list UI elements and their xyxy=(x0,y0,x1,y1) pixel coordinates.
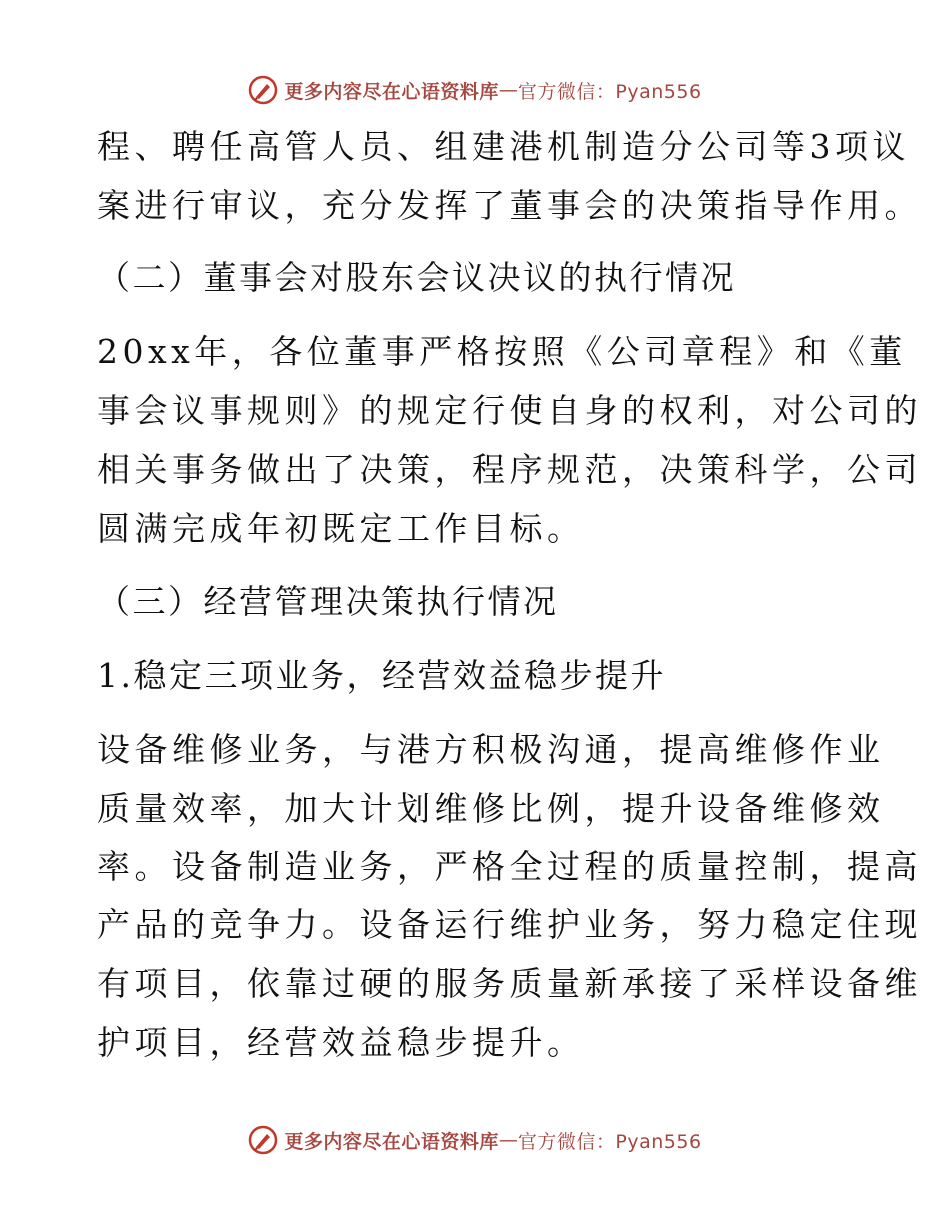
body-text-line: 护项目，经营效益稳步提升。 xyxy=(97,1023,585,1062)
body-text-line: 20xx年，各位董事严格按照《公司章程》和《董 xyxy=(97,332,907,371)
watermark-separator: — xyxy=(498,1129,518,1151)
watermark-link-text[interactable]: 更多内容尽在心语资料库 xyxy=(284,80,499,103)
section-heading-3: （三）经营管理决策执行情况 xyxy=(97,582,559,621)
body-text-line: 质量效率，加大计划维修比例，提升设备维修效 xyxy=(97,789,885,828)
pen-logo-icon xyxy=(248,75,278,105)
footer-watermark xyxy=(0,1122,950,1158)
body-text-line: 相关事务做出了决策，程序规范，决策科学，公司 xyxy=(97,450,922,489)
body-text-line: 案进行审议，充分发挥了董事会的决策指导作用。 xyxy=(97,186,922,225)
body-text-line: 事会议事规则》的规定行使自身的权利，对公司的 xyxy=(97,391,922,430)
watermark-wechat-text: 官方微信：Pyan556 xyxy=(517,80,702,103)
section-heading-2: （二）董事会对股东会议决议的执行情况 xyxy=(97,258,736,297)
subsection-heading-1: 1.稳定三项业务，经营效益稳步提升 xyxy=(97,656,666,695)
body-text-line: 产品的竞争力。设备运行维护业务，努力稳定住现 xyxy=(97,905,922,944)
body-text-line: 程、聘任高管人员、组建港机制造分公司等3项议 xyxy=(97,127,910,166)
header-watermark xyxy=(0,72,950,108)
body-text-line: 圆满完成年初既定工作目标。 xyxy=(97,509,585,548)
watermark-link-text[interactable]: 更多内容尽在心语资料库 xyxy=(284,1130,499,1153)
body-text-line: 设备维修业务，与港方积极沟通，提高维修作业 xyxy=(97,730,885,769)
body-text-line: 有项目，依靠过硬的服务质量新承接了采样设备维 xyxy=(97,964,922,1003)
watermark-wechat-text: 官方微信：Pyan556 xyxy=(517,1130,702,1153)
body-text-line: 率。设备制造业务，严格全过程的质量控制，提高 xyxy=(97,847,922,886)
pen-logo-icon xyxy=(248,1125,278,1155)
watermark-separator: — xyxy=(498,79,518,101)
